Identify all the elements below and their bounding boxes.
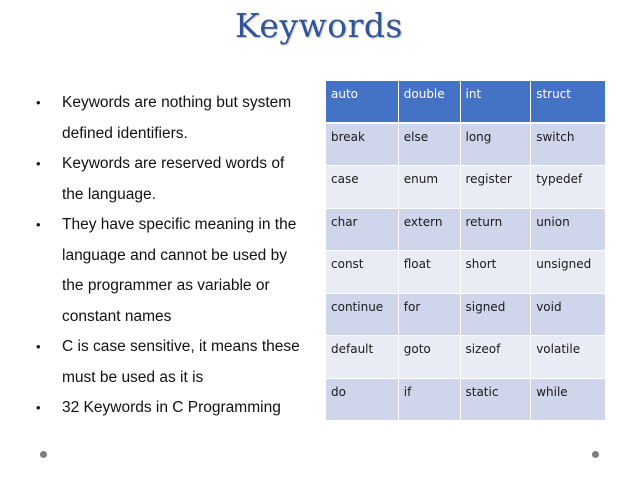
keyword-cell: double xyxy=(398,81,460,124)
bullet-line: language and cannot be used by xyxy=(62,246,287,264)
bullet-list xyxy=(36,88,316,424)
keyword-cell: static xyxy=(460,378,531,421)
bullet-line: must be used as it is xyxy=(62,368,204,386)
keyword-cell: do xyxy=(326,378,399,421)
bullet-line: constant names xyxy=(62,307,172,325)
keyword-cell: typedef xyxy=(531,166,606,209)
table-row xyxy=(326,378,606,421)
bullet-item xyxy=(36,88,316,149)
bullet-line: Keywords are reserved words of xyxy=(62,155,285,172)
bullet-item xyxy=(36,149,316,210)
keyword-cell: default xyxy=(326,336,399,379)
bullet-dot: • xyxy=(36,156,41,171)
table-row xyxy=(326,293,606,336)
keyword-cell: register xyxy=(460,166,531,209)
nav-dot-right xyxy=(592,451,599,458)
bullet-dot: • xyxy=(36,339,41,354)
keyword-cell: break xyxy=(326,123,399,166)
keyword-cell: for xyxy=(398,293,460,336)
keyword-table-body xyxy=(326,81,606,421)
keyword-cell: auto xyxy=(326,81,399,124)
bullet-line: 32 Keywords in C Programming xyxy=(62,399,281,416)
keyword-cell: case xyxy=(326,166,399,209)
bullet-line: Keywords are nothing but system xyxy=(62,94,292,111)
keyword-cell: void xyxy=(531,293,606,336)
bullet-line: They have specific meaning in the xyxy=(62,216,297,233)
keyword-cell: int xyxy=(460,81,531,124)
keyword-cell: else xyxy=(398,123,460,166)
table-row xyxy=(326,166,606,209)
table-row xyxy=(326,336,606,379)
slide-title: Keywords xyxy=(235,6,403,45)
keyword-cell: short xyxy=(460,251,531,294)
keyword-cell: signed xyxy=(460,293,531,336)
bullet-line: defined identifiers. xyxy=(62,124,188,142)
table-header-row xyxy=(326,81,606,124)
table-row xyxy=(326,251,606,294)
bullet-dot: • xyxy=(36,95,41,110)
nav-dot-left xyxy=(40,451,47,458)
keyword-cell: sizeof xyxy=(460,336,531,379)
bullet-dot: • xyxy=(36,400,41,415)
keyword-cell: continue xyxy=(326,293,399,336)
bullet-dot: • xyxy=(36,217,41,232)
keyword-cell: unsigned xyxy=(531,251,606,294)
keyword-cell: switch xyxy=(531,123,606,166)
keyword-cell: long xyxy=(460,123,531,166)
keyword-cell: float xyxy=(398,251,460,294)
keyword-cell: char xyxy=(326,208,399,251)
keyword-cell: if xyxy=(398,378,460,421)
table-row xyxy=(326,123,606,166)
keyword-cell: while xyxy=(531,378,606,421)
keyword-cell: extern xyxy=(398,208,460,251)
bullet-line: C is case sensitive, it means these xyxy=(62,338,300,355)
keyword-cell: goto xyxy=(398,336,460,379)
keyword-cell: struct xyxy=(531,81,606,124)
keyword-cell: volatile xyxy=(531,336,606,379)
bullet-item xyxy=(36,210,316,332)
keyword-cell: union xyxy=(531,208,606,251)
bullet-item xyxy=(36,393,316,424)
table-row xyxy=(326,208,606,251)
keyword-cell: return xyxy=(460,208,531,251)
bullet-line: the language. xyxy=(62,185,156,203)
bullet-item xyxy=(36,332,316,393)
bullet-line: the programmer as variable or xyxy=(62,277,270,294)
keyword-table xyxy=(325,80,606,421)
keyword-cell: enum xyxy=(398,166,460,209)
keyword-cell: const xyxy=(326,251,399,294)
